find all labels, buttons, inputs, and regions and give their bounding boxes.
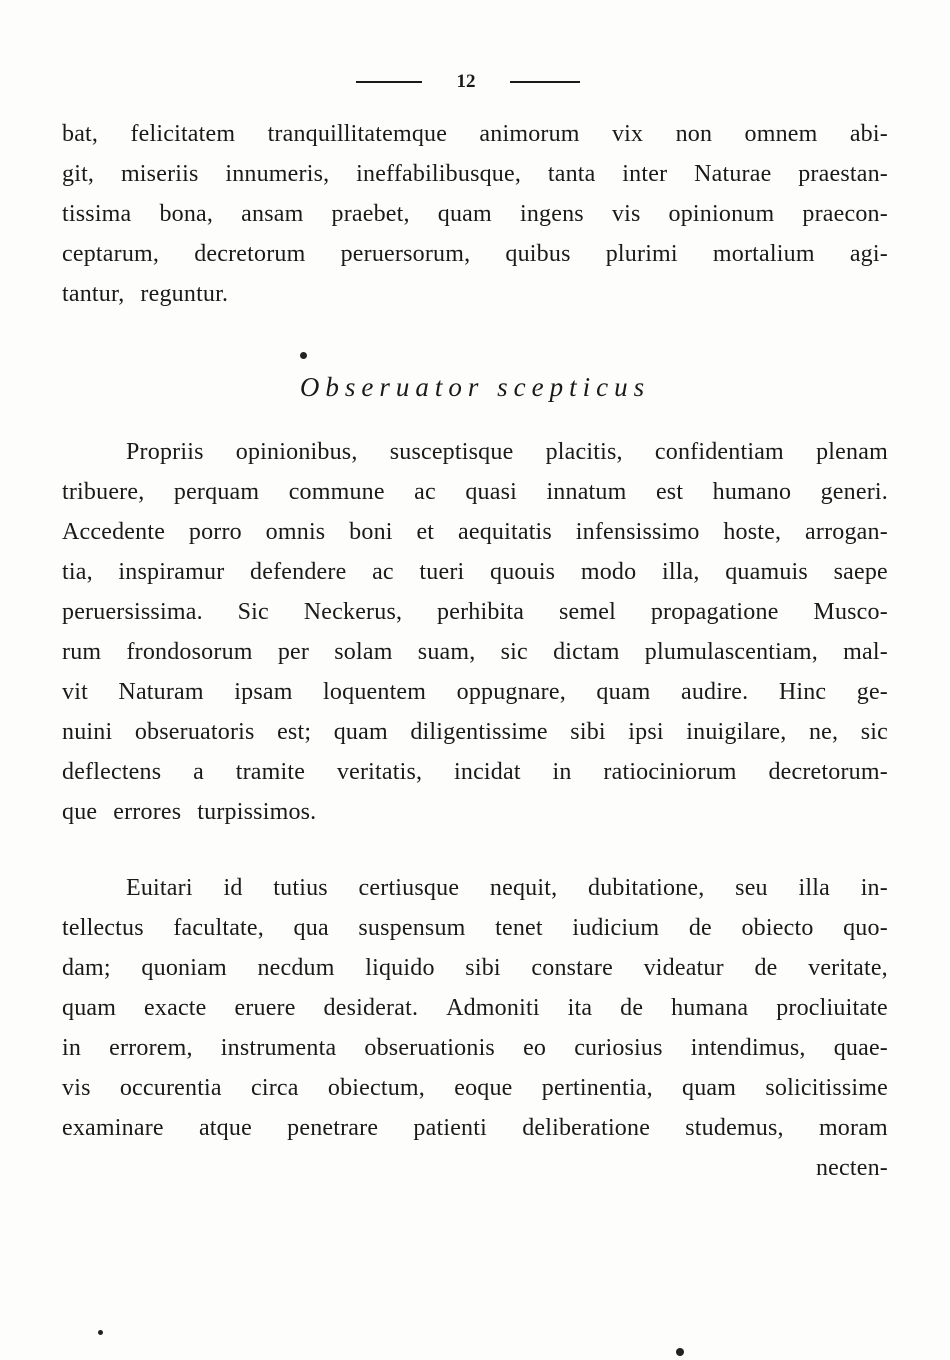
paragraph-3-line-6 — [62, 1068, 888, 1108]
word: facultate, — [173, 915, 264, 941]
word: Naturam — [118, 679, 204, 705]
word: Musco- — [813, 599, 888, 625]
word: circa — [251, 1075, 299, 1101]
word: tissima — [62, 201, 132, 227]
word: infensissimo — [575, 519, 700, 545]
word: defendere — [250, 559, 347, 585]
word: abi- — [849, 121, 888, 147]
word: qua — [293, 915, 329, 941]
word: seu — [735, 875, 768, 901]
header-rule-right — [510, 81, 580, 83]
word: nequit, — [489, 875, 558, 901]
word: ingens — [519, 201, 584, 227]
paragraph-1-line-1 — [62, 114, 888, 154]
word: Admoniti — [446, 995, 540, 1021]
word: instrumenta — [220, 1035, 337, 1061]
word: generi. — [820, 479, 888, 505]
word: intendimus, — [690, 1035, 806, 1061]
word: quamuis — [725, 559, 808, 585]
word: ac — [372, 559, 394, 585]
word: innatum — [546, 479, 627, 505]
word: ratiociniorum — [603, 759, 737, 785]
word: tenet — [495, 915, 543, 941]
word: tellectus — [62, 915, 144, 941]
word: illa — [798, 875, 830, 901]
word: tramite — [235, 759, 306, 785]
word: saepe — [833, 559, 888, 585]
word: solam — [334, 639, 393, 665]
word: obiecto — [741, 915, 814, 941]
word: examinare — [62, 1115, 164, 1141]
word: desiderat. — [323, 995, 419, 1021]
word: in — [62, 1035, 82, 1061]
word: suspensum — [358, 915, 466, 941]
word: dictam — [553, 639, 620, 665]
word: deflectens — [62, 759, 162, 785]
word: humana — [671, 995, 749, 1021]
word: semel — [559, 599, 616, 625]
word: tutius — [273, 875, 328, 901]
word: oppugnare, — [456, 679, 566, 705]
word: inter — [622, 161, 668, 187]
word: vis — [611, 201, 641, 227]
word: non — [675, 121, 713, 147]
word: ansam — [241, 201, 304, 227]
word: et — [416, 519, 435, 545]
word: moram — [818, 1115, 888, 1141]
word: reguntur. — [140, 281, 229, 307]
word: vit — [62, 679, 88, 705]
word: tueri — [419, 559, 465, 585]
word: inuigilare, — [686, 719, 787, 745]
word: bona, — [159, 201, 214, 227]
word: id — [223, 875, 243, 901]
word: studemus, — [685, 1115, 784, 1141]
word: arrogan- — [805, 519, 888, 545]
word: eoque — [454, 1075, 513, 1101]
word: sibi — [465, 955, 501, 981]
paragraph-1-line-3 — [62, 194, 888, 234]
paragraph-3-line-2 — [62, 908, 888, 948]
word: agi- — [849, 241, 888, 267]
word: pertinentia, — [541, 1075, 653, 1101]
word: quasi — [465, 479, 517, 505]
word: est; — [277, 719, 312, 745]
word: opinionum — [668, 201, 775, 227]
word: de — [620, 995, 644, 1021]
word: plumulascentiam, — [644, 639, 818, 665]
print-speck — [300, 352, 307, 359]
paragraph-1-line-5 — [62, 274, 888, 314]
word: incidat — [454, 759, 521, 785]
paragraph-3-line-7 — [62, 1108, 888, 1148]
word: aequitatis — [458, 519, 552, 545]
word: eo — [523, 1035, 547, 1061]
word: iudicium — [572, 915, 660, 941]
paragraph-2-line-1 — [126, 432, 888, 472]
word: perquam — [173, 479, 260, 505]
word: vix — [611, 121, 644, 147]
paragraph-2-line-3 — [62, 512, 888, 552]
word: tia, — [62, 559, 93, 585]
word: ceptarum, — [62, 241, 160, 267]
paragraph-2-line-6 — [62, 632, 888, 672]
word: Neckerus, — [303, 599, 403, 625]
word: ipsam — [234, 679, 293, 705]
word: tanta — [547, 161, 596, 187]
word: obiectum, — [327, 1075, 425, 1101]
page-number: 12 — [456, 71, 476, 92]
word: Naturae — [694, 161, 772, 187]
word: peruersorum, — [340, 241, 471, 267]
word: praestan- — [798, 161, 888, 187]
word: procliuitate — [776, 995, 888, 1021]
word: suam, — [417, 639, 476, 665]
paragraph-1-line-4 — [62, 234, 888, 274]
word: confidentiam — [654, 439, 784, 465]
paragraph-2-line-9 — [62, 752, 888, 792]
word: humano — [712, 479, 792, 505]
word: opinionibus, — [235, 439, 358, 465]
word: diligentissime — [410, 719, 548, 745]
word: quae- — [833, 1035, 888, 1061]
word: certiusque — [358, 875, 460, 901]
word: turpissimos. — [197, 799, 317, 825]
word: Accedente — [62, 519, 166, 545]
word: sibi — [570, 719, 606, 745]
word: susceptisque — [389, 439, 514, 465]
word: ipsi — [628, 719, 664, 745]
word: tantur, — [62, 281, 125, 307]
word: ne, — [808, 719, 839, 745]
word: ac — [414, 479, 436, 505]
word: perhibita — [437, 599, 525, 625]
word: porro — [188, 519, 242, 545]
word: boni — [349, 519, 393, 545]
word: a — [193, 759, 204, 785]
paragraph-2-line-10 — [62, 792, 888, 832]
running-header — [0, 66, 950, 96]
word: Hinc — [778, 679, 827, 705]
word: errores — [113, 799, 182, 825]
word: plenam — [816, 439, 888, 465]
word: plurimi — [605, 241, 678, 267]
word: est — [655, 479, 684, 505]
word: omnem — [744, 121, 818, 147]
paragraph-3-line-1 — [126, 868, 888, 908]
word: in- — [860, 875, 888, 901]
word: modo — [580, 559, 637, 585]
word: innumeris, — [225, 161, 330, 187]
section-heading: Obseruator scepticus — [299, 372, 651, 402]
word: quam — [333, 719, 388, 745]
word: atque — [198, 1115, 252, 1141]
word: veritatis, — [336, 759, 423, 785]
word: bat, — [62, 121, 99, 147]
paragraph-3-line-4 — [62, 988, 888, 1028]
word: audire. — [680, 679, 749, 705]
word: Euitari — [126, 875, 193, 901]
word: solicitissime — [765, 1075, 888, 1101]
word: exacte — [144, 995, 207, 1021]
word: frondosorum — [126, 639, 253, 665]
word: sic — [500, 639, 528, 665]
word: praebet, — [331, 201, 410, 227]
paragraph-3-line-5 — [62, 1028, 888, 1068]
word: de — [754, 955, 778, 981]
word: veritate, — [808, 955, 888, 981]
print-speck — [676, 1348, 684, 1356]
word: felicitatem — [130, 121, 236, 147]
paragraph-2-line-5 — [62, 592, 888, 632]
paragraph-2-line-4 — [62, 552, 888, 592]
word: inspiramur — [118, 559, 225, 585]
word: occurentia — [119, 1075, 222, 1101]
word: penetrare — [287, 1115, 379, 1141]
word: nuini — [62, 719, 113, 745]
word: placitis, — [545, 439, 623, 465]
word: decretorum — [194, 241, 306, 267]
word: commune — [288, 479, 385, 505]
word: patienti — [413, 1115, 487, 1141]
word: deliberatione — [522, 1115, 651, 1141]
word: errorem, — [109, 1035, 193, 1061]
word: quam — [62, 995, 117, 1021]
word: omnis — [265, 519, 326, 545]
print-speck — [98, 1330, 103, 1335]
word: quibus — [505, 241, 571, 267]
word: sic — [860, 719, 888, 745]
word: de — [688, 915, 712, 941]
word: quam — [437, 201, 492, 227]
word: Sic — [237, 599, 269, 625]
word: obseruatoris — [134, 719, 255, 745]
word: videatur — [643, 955, 724, 981]
paragraph-2-line-2 — [62, 472, 888, 512]
word: rum — [62, 639, 102, 665]
word: git, — [62, 161, 95, 187]
word: constare — [531, 955, 613, 981]
word: dubitatione, — [588, 875, 705, 901]
word: dam; — [62, 955, 111, 981]
word: ita — [567, 995, 593, 1021]
word: vis — [62, 1075, 91, 1101]
word: propagatione — [650, 599, 779, 625]
word: tribuere, — [62, 479, 145, 505]
word: praecon- — [802, 201, 888, 227]
paragraph-3-line-3 — [62, 948, 888, 988]
paragraph-2-line-8 — [62, 712, 888, 752]
word: Propriis — [126, 439, 204, 465]
word: loquentem — [323, 679, 427, 705]
catchword: necten- — [815, 1155, 888, 1181]
word: illa, — [661, 559, 700, 585]
word: curiosius — [574, 1035, 663, 1061]
word: mortalium — [712, 241, 815, 267]
word: quouis — [490, 559, 556, 585]
header-rule-left — [356, 81, 422, 83]
word: quam — [682, 1075, 737, 1101]
word: ge- — [856, 679, 888, 705]
word: peruersissima. — [62, 599, 203, 625]
word: mal- — [843, 639, 888, 665]
word: per — [277, 639, 310, 665]
word: obseruationis — [364, 1035, 495, 1061]
word: necdum — [257, 955, 335, 981]
word: que — [62, 799, 98, 825]
word: in — [552, 759, 572, 785]
word: eruere — [234, 995, 296, 1021]
word: liquido — [365, 955, 435, 981]
word: quam — [596, 679, 651, 705]
word: hoste, — [723, 519, 782, 545]
word: miseriis — [120, 161, 199, 187]
paragraph-1-line-2 — [62, 154, 888, 194]
word: ineffabilibusque, — [356, 161, 522, 187]
paragraph-2-line-7 — [62, 672, 888, 712]
word: quo- — [843, 915, 888, 941]
word: decretorum- — [768, 759, 888, 785]
word: quoniam — [141, 955, 227, 981]
word: animorum — [479, 121, 580, 147]
word: tranquillitatemque — [267, 121, 448, 147]
